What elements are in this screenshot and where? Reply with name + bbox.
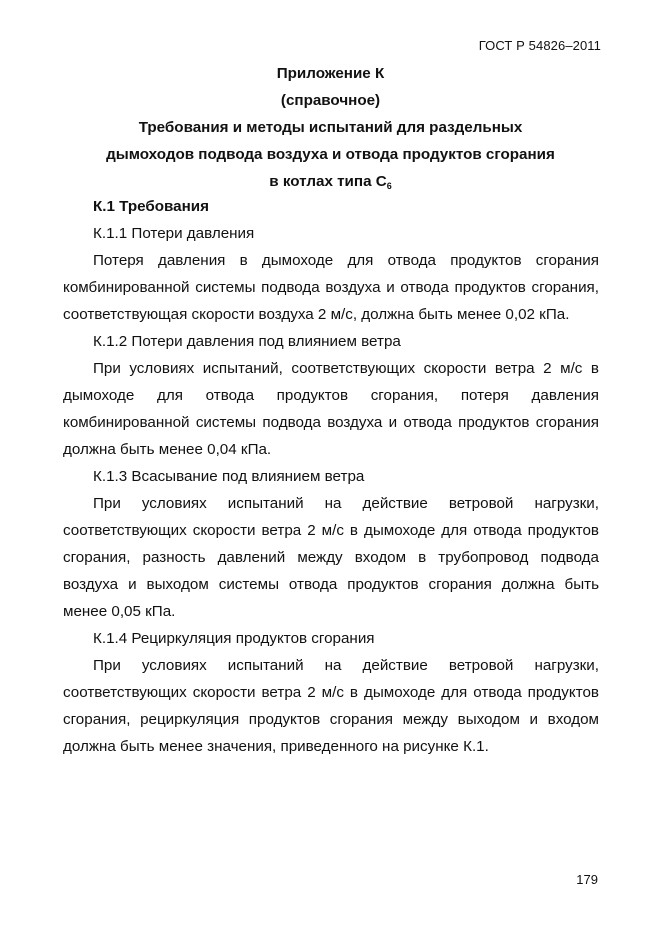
paragraph: При условиях испытаний на действие ветровой нагрузки, соответствующих скорости ветра 2 м/с в дымоходе для отвода продуктов сгорания, разность давлений между входом в трубопровод подвода воздуха и выходом системы отвода продуктов сгорания должна быть менее 0,05 кПа. xyxy=(63,495,599,620)
subsection-heading: К.1.4 Рециркуляция продуктов сгорания xyxy=(93,630,375,647)
paragraph: Потеря давления в дымоходе для отвода продуктов сгорания комбинированной системы подвода воздуха и отвода продуктов сгорания, соответствующая скорости воздуха 2 м/с, должна быть менее 0,02 кПа. xyxy=(63,252,599,323)
annex-heading-line-2: дымоходов подвода воздуха и отвода продуктов сгорания xyxy=(106,146,555,163)
annex-heading-subscript: 6 xyxy=(386,181,392,191)
paragraph: При условиях испытаний на действие ветровой нагрузки, соответствующих скорости ветра 2 м/с в дымоходе для отвода продуктов сгорания, рециркуляция продуктов сгорания между выходом и входом должна быть менее значения, приведенного на рисунке К.1. xyxy=(63,657,599,755)
annex-title: Приложение К xyxy=(276,65,385,82)
subsection-heading: К.1.3 Всасывание под влиянием ветра xyxy=(93,468,365,485)
subsection-heading: К.1.2 Потери давления под влиянием ветра xyxy=(93,333,401,350)
annex-heading-line-3-text: в котлах типа C xyxy=(269,173,387,190)
annex-status: (справочное) xyxy=(280,92,381,109)
annex-heading-line-1: Требования и методы испытаний для раздельных xyxy=(138,119,523,136)
paragraph: При условиях испытаний, соответствующих скорости ветра 2 м/с в дымоходе для отвода продуктов сгорания, потеря давления комбинированной системы подвода воздуха и отвода продуктов сгорания должна быть менее 0,04 кПа. xyxy=(63,360,599,458)
subsection-heading: К.1.1 Потери давления xyxy=(93,225,255,242)
section-heading: К.1 Требования xyxy=(93,198,209,215)
document-body xyxy=(63,193,599,760)
document-code: ГОСТ Р 54826–2011 xyxy=(478,38,601,53)
page-number: 179 xyxy=(576,872,598,887)
